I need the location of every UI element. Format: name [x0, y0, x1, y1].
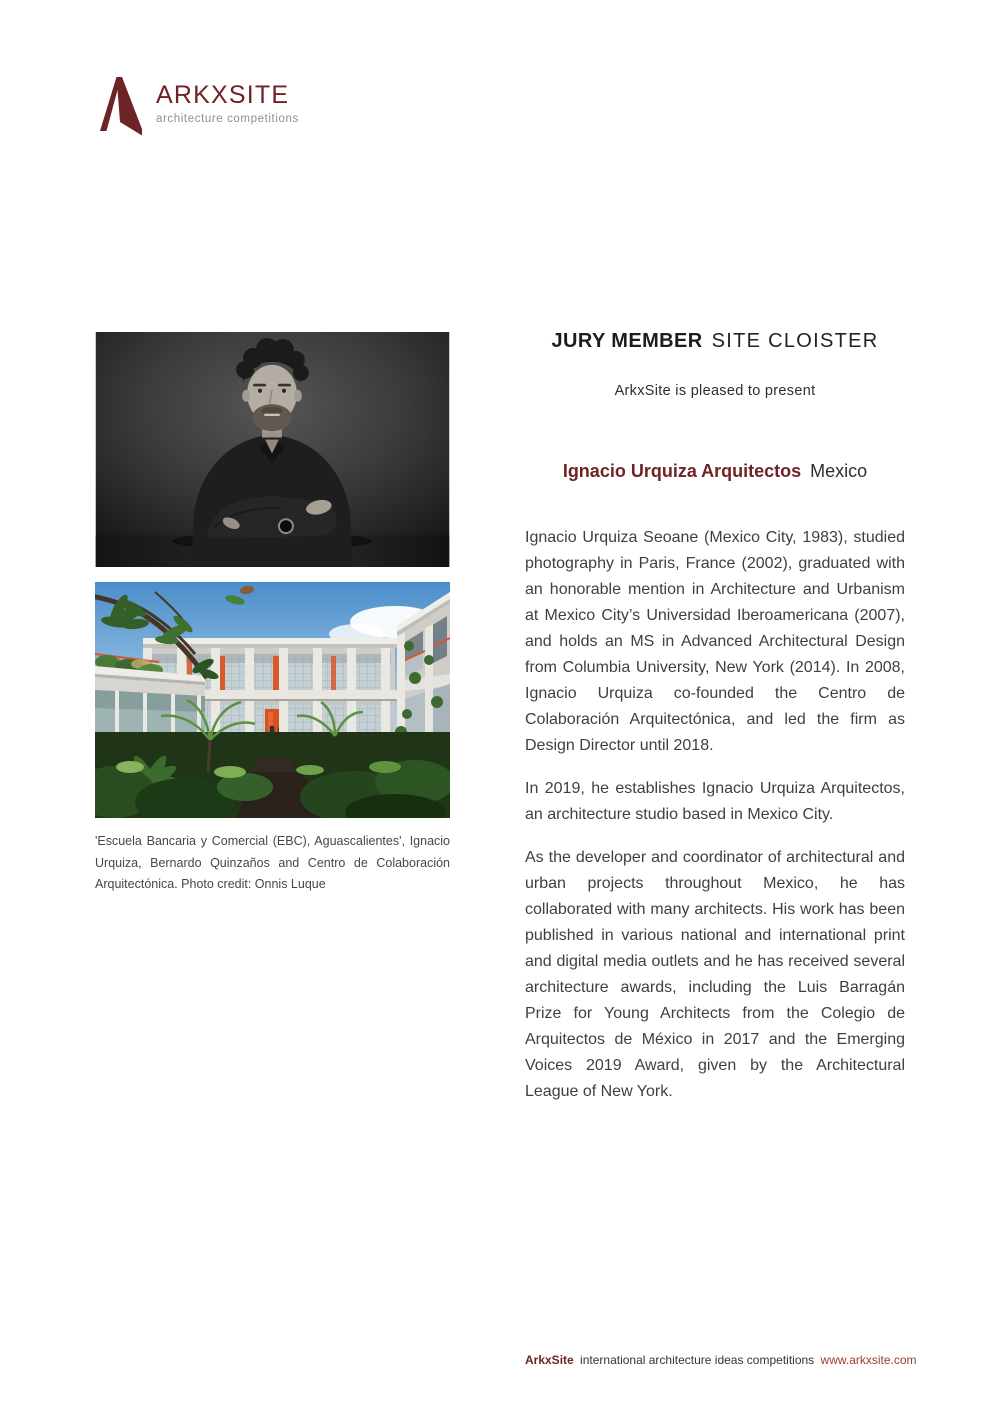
main-content [525, 330, 905, 1122]
page-title [525, 330, 905, 353]
courtyard-photo [95, 582, 450, 818]
title-jury-member: JURY MEMBER [551, 330, 703, 352]
footer-url[interactable]: www.arkxsite.com [820, 1353, 917, 1367]
footer-text: international architecture ideas competitions [580, 1353, 815, 1367]
jury-name: Ignacio Urquiza Arquitectos [562, 461, 802, 481]
brand-logo [97, 70, 299, 136]
bio-paragraph-3: As the developer and coordinator of architectural and urban projects throughout Mexico, he has collaborated with many architects. His work has been published in various national and international print and digital media outlets and he has received several architecture awards, including the Luis Barragán Prize for Young Architects from the Colegio de Arquitectos de México in 2017 and the Emerging Voices 2019 Award, given by the Architectural League of New York. [525, 849, 905, 1100]
bio-paragraph-1: Ignacio Urquiza Seoane (Mexico City, 1983), studied photography in Paris, France (2002), graduated with an honorable mention in Architecture and Urbanism at Mexico City’s Universidad Iberoamericana (2007), and holds an MS in Advanced Architectural Design from Columbia University, New York (2014). In 2008, Ignacio Urquiza co-founded the Centro de Colaboración Arquitectónica, and led the firm as Design Director until 2018. [525, 529, 905, 754]
brand-wordmark: ARKXSITE [156, 81, 290, 109]
intro-line: ArkxSite is pleased to present [614, 383, 816, 399]
jury-name-line [525, 461, 905, 482]
title-competition-name: SITE CLOISTER [711, 330, 879, 352]
arkxsite-logo-mark-icon [97, 70, 143, 136]
brand-text [156, 70, 299, 125]
jury-country: Mexico [810, 461, 868, 481]
photo-caption: 'Escuela Bancaria y Comercial (EBC), Aguascalientes', Ignacio Urquiza, Bernardo Quinzaños and Centro de Colaboración Arquitectónica. Photo credit: Onnis Luque [95, 834, 450, 891]
bio-paragraph-2: In 2019, he establishes Ignacio Urquiza Arquitectos, an architecture studio based in Mexico City. [525, 780, 905, 823]
footer-brand: ArkxSite [525, 1353, 574, 1367]
page-footer [525, 1353, 917, 1367]
portrait-photo [95, 332, 450, 567]
brand-tagline: architecture competitions [156, 113, 299, 125]
